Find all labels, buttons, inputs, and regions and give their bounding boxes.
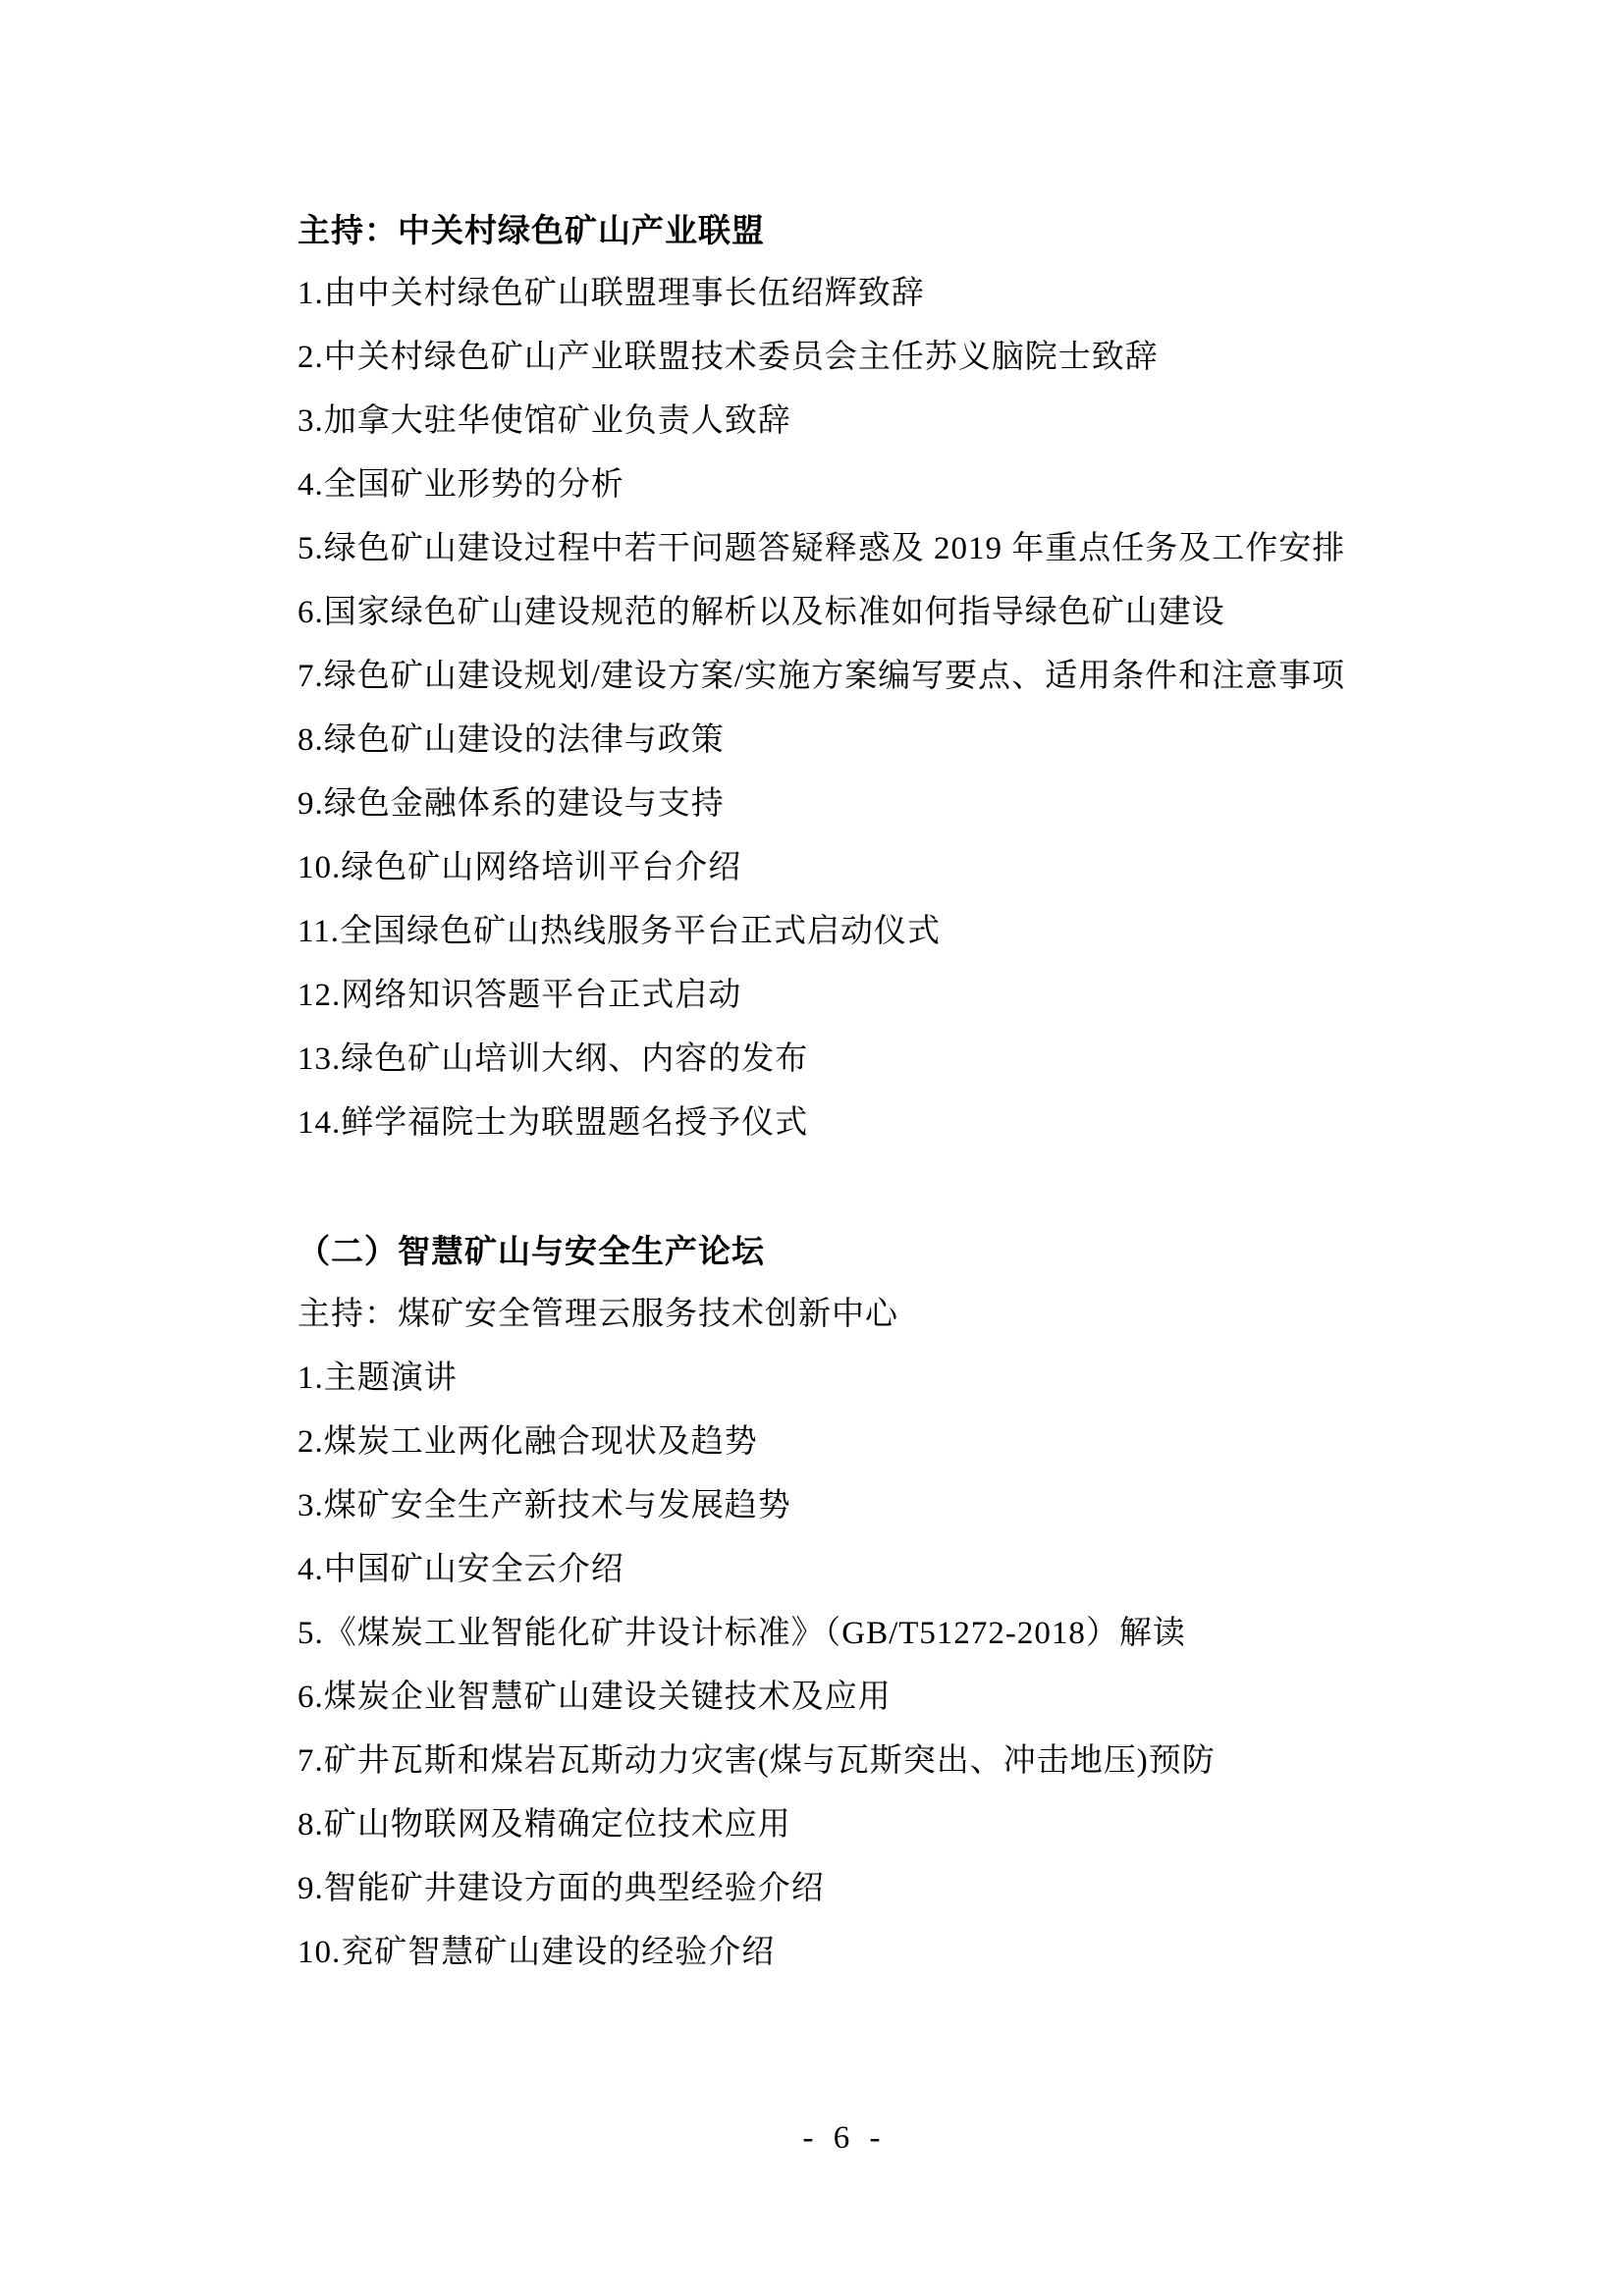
section1-host-heading: 主持：中关村绿色矿山产业联盟 <box>298 212 765 248</box>
agenda-content <box>298 198 1476 1985</box>
agenda-item: 1.主题演讲 <box>298 1361 458 1396</box>
agenda-item: 9.智能矿井建设方面的典型经验介绍 <box>298 1871 825 1906</box>
agenda-item: 1.由中关村绿色矿山联盟理事长伍绍辉致辞 <box>298 276 925 311</box>
agenda-item: 5.绿色矿山建设过程中若干问题答疑释惑及 2019 年重点任务及工作安排 <box>298 531 1346 566</box>
agenda-item: 8.矿山物联网及精确定位技术应用 <box>298 1807 791 1842</box>
agenda-item: 6.煤炭企业智慧矿山建设关键技术及应用 <box>298 1680 892 1715</box>
agenda-item: 10.绿色矿山网络培训平台介绍 <box>298 850 742 885</box>
blank-line-spacer <box>298 1155 1476 1219</box>
agenda-item: 4.中国矿山安全云介绍 <box>298 1552 624 1587</box>
agenda-item: 10.兖矿智慧矿山建设的经验介绍 <box>298 1935 776 1970</box>
agenda-item: 8.绿色矿山建设的法律与政策 <box>298 722 725 758</box>
agenda-item: 2.煤炭工业两化融合现状及趋势 <box>298 1424 758 1460</box>
section2-host-line: 主持：煤矿安全管理云服务技术创新中心 <box>298 1297 898 1332</box>
agenda-item: 9.绿色金融体系的建设与支持 <box>298 786 725 822</box>
agenda-item: 4.全国矿业形势的分析 <box>298 467 624 503</box>
section1-item-list <box>298 262 1476 1155</box>
section2-item-list <box>298 1347 1476 1985</box>
agenda-item: 2.中关村绿色矿山产业联盟技术委员会主任苏义脑院士致辞 <box>298 340 1159 375</box>
agenda-item: 6.国家绿色矿山建设规范的解析以及标准如何指导绿色矿山建设 <box>298 595 1225 630</box>
agenda-item: 7.矿井瓦斯和煤岩瓦斯动力灾害(煤与瓦斯突出、冲击地压)预防 <box>298 1743 1216 1779</box>
agenda-item: 7.绿色矿山建设规划/建设方案/实施方案编写要点、适用条件和注意事项 <box>298 659 1346 694</box>
agenda-item: 5.《煤炭工业智能化矿井设计标准》（GB/T51272-2018）解读 <box>298 1616 1186 1651</box>
agenda-item: 11.全国绿色矿山热线服务平台正式启动仪式 <box>298 914 942 949</box>
page-number: - 6 - <box>802 2120 881 2156</box>
agenda-item: 12.网络知识答题平台正式启动 <box>298 978 742 1013</box>
agenda-item: 14.鲜学福院士为联盟题名授予仪式 <box>298 1105 809 1141</box>
agenda-item: 3.加拿大驻华使馆矿业负责人致辞 <box>298 403 791 439</box>
agenda-item: 3.煤矿安全生产新技术与发展趋势 <box>298 1488 791 1523</box>
section2-title: （二）智慧矿山与安全生产论坛 <box>298 1233 765 1269</box>
agenda-item: 13.绿色矿山培训大纲、内容的发布 <box>298 1041 809 1077</box>
